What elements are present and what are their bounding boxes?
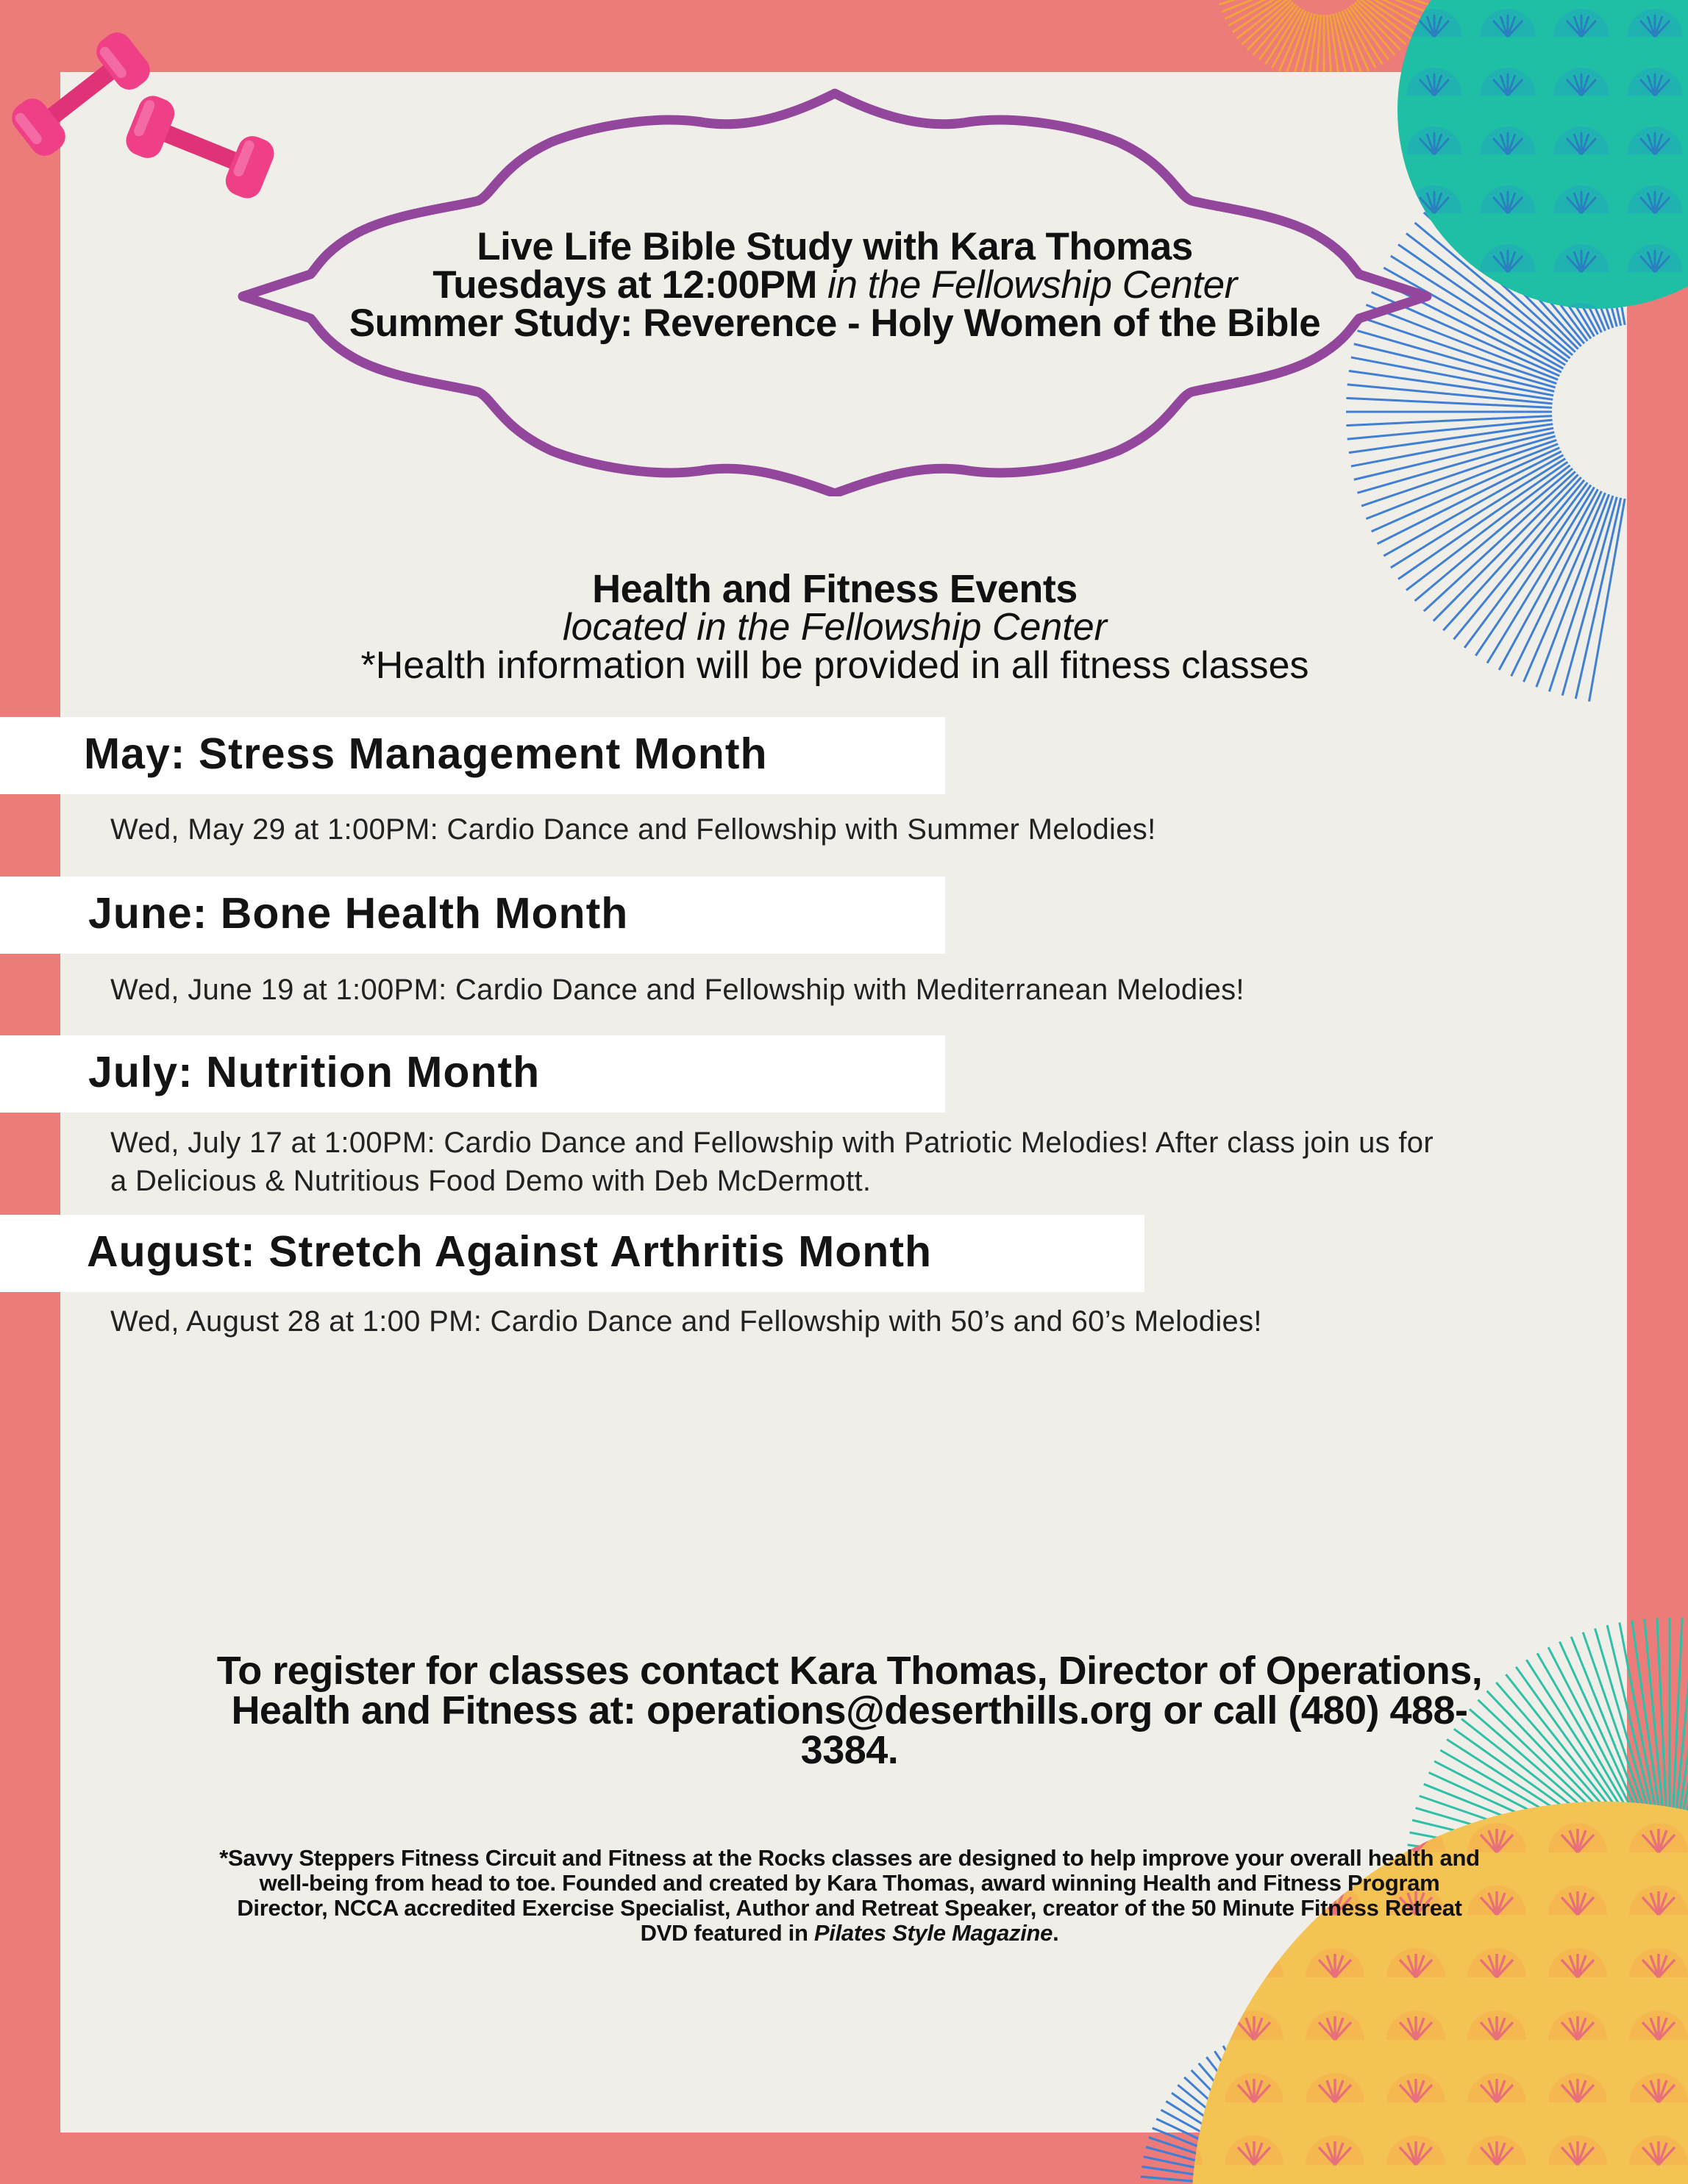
magazine-name: Pilates Style Magazine <box>813 1920 1053 1946</box>
month-heading-label: August: Stretch Against Arthritis Month <box>87 1227 933 1276</box>
month-heading-label: July: Nutrition Month <box>88 1048 541 1096</box>
month-heading-label: June: Bone Health Month <box>88 889 629 938</box>
schedule-time: Tuesdays at 12:00PM <box>432 263 817 307</box>
section-location: located in the Fellowship Center <box>563 606 1107 649</box>
month-heading-august <box>0 1215 1144 1292</box>
event-august: Wed, August 28 at 1:00 PM: Cardio Dance and Fellowship with 50’s and 60’s Melodies! <box>110 1305 1262 1338</box>
section-note: *Health information will be provided in all fitness classes <box>360 644 1309 687</box>
summer-study-title: Summer Study: Reverence - Holy Women of the Bible <box>349 301 1321 345</box>
fine-print-text: *Savvy Steppers Fitness Circuit and Fitness at the Rocks classes are designed to help improve your overall health and well-being from head to toe. Founded and created by Kara Thomas, award winning Health and Fitness Program Director, NCCA accredited Exercise Specialist, Author and Retreat Speaker, creator of the 50 Minute Fitness Retreat DVD featured in <box>219 1845 1480 1946</box>
bible-study-info <box>243 225 1427 345</box>
month-heading-may <box>0 717 945 794</box>
event-may: Wed, May 29 at 1:00PM: Cardio Dance and Fellowship with Summer Melodies! <box>110 813 1156 846</box>
registration-info: To register for classes contact Kara Thomas, Director of Operations, Health and Fitness at: operations@deserthills.org or call (480) 488-3384. <box>216 1649 1483 1772</box>
fine-print-end: . <box>1053 1920 1059 1946</box>
section-title: Health and Fitness Events <box>592 567 1078 611</box>
fine-print <box>213 1846 1486 1946</box>
month-heading-june <box>0 877 945 954</box>
event-june: Wed, June 19 at 1:00PM: Cardio Dance and Fellowship with Mediterranean Melodies! <box>110 974 1244 1006</box>
bible-study-title: Live Life Bible Study with Kara Thomas <box>477 225 1193 268</box>
month-heading-july <box>0 1035 945 1113</box>
event-july: Wed, July 17 at 1:00PM: Cardio Dance and Fellowship with Patriotic Melodies! After class join us for a Delicious & Nutritious Food Demo with Deb McDermott. <box>110 1127 1434 1197</box>
health-fitness-header <box>221 567 1449 687</box>
schedule-location: in the Fellowship Center <box>816 263 1237 307</box>
month-heading-label: May: Stress Management Month <box>84 729 768 778</box>
bible-study-schedule <box>243 263 1427 307</box>
